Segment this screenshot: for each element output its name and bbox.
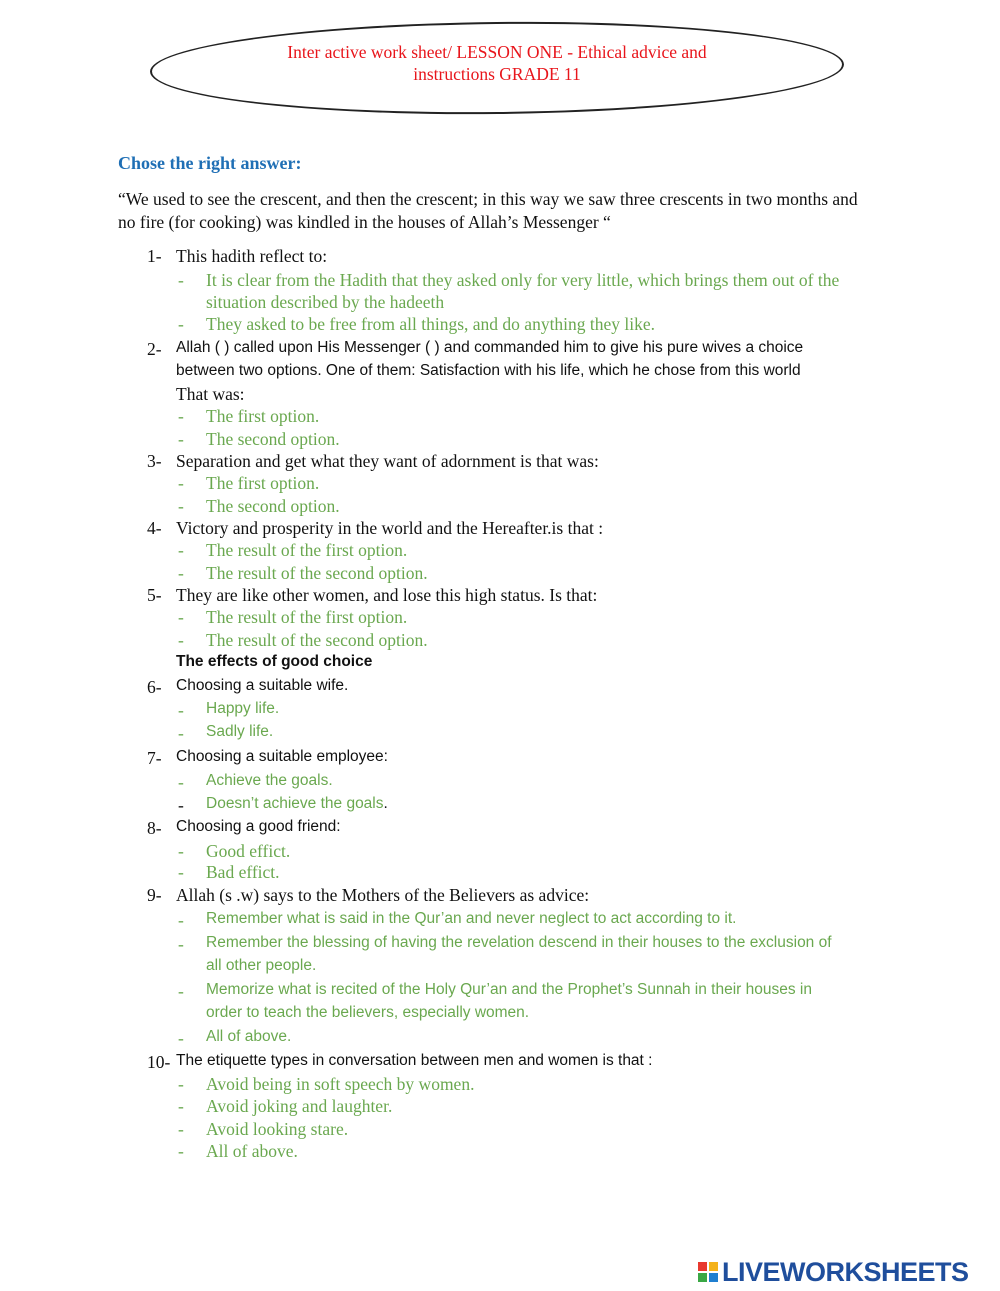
option-text: Happy life. [206, 700, 280, 717]
question-number: 5- [147, 585, 162, 605]
question-text: between two options. One of them: Satisfaction with his life, which he chose from this world [176, 362, 801, 379]
question-number: 7- [147, 748, 162, 768]
question-text: They are like other women, and lose this high status. Is that: [176, 585, 598, 605]
question-number: 4- [147, 518, 162, 538]
dash-bullet: - [178, 496, 184, 516]
option-text: The result of the second option. [206, 630, 428, 650]
dash-bullet: - [178, 1074, 184, 1094]
dash-bullet: - [178, 910, 184, 930]
question-number: 1- [147, 246, 162, 266]
worksheet-title-line1: Inter active work sheet/ LESSON ONE - Ethical advice and [287, 42, 707, 62]
dash-bullet: - [178, 1096, 184, 1116]
logo-blocks-icon [698, 1262, 718, 1282]
question-text: Choosing a suitable employee: [176, 748, 388, 765]
option-text: The result of the first option. [206, 540, 408, 560]
dash-bullet: - [178, 1028, 184, 1048]
option-text [206, 795, 388, 813]
dash-bullet: - [178, 314, 184, 334]
question-number: 9- [147, 885, 162, 905]
dash-bullet: - [178, 981, 184, 1001]
option-text: They asked to be free from all things, and do anything they like. [206, 314, 656, 334]
question-text: Allah (s .w) says to the Mothers of the Believers as advice: [176, 885, 590, 905]
option-text: The second option. [206, 429, 340, 449]
option-text: Avoid being in soft speech by women. [206, 1074, 475, 1094]
dash-bullet: - [178, 1119, 184, 1139]
dash-bullet: - [178, 429, 184, 449]
dash-bullet: - [178, 473, 184, 493]
worksheet-title [150, 41, 844, 85]
question-text: This hadith reflect to: [176, 246, 328, 266]
logo-block-yellow [709, 1262, 718, 1271]
option-text: all other people. [206, 957, 317, 974]
worksheet-title-line2: instructions GRADE 11 [413, 64, 581, 84]
dash-bullet: - [178, 700, 184, 720]
option-text: Remember what is said in the Qur’an and never neglect to act according to it. [206, 910, 737, 927]
dash-bullet: - [178, 772, 184, 792]
logo-block-red [698, 1262, 707, 1271]
option-text: order to teach the believers, especially women. [206, 1004, 530, 1021]
liveworksheets-logo[interactable] [698, 1257, 969, 1287]
question-number: 10- [147, 1052, 171, 1072]
dash-bullet: - [178, 406, 184, 426]
question-text: Choosing a good friend: [176, 818, 341, 835]
option-text: Bad effict. [206, 862, 280, 882]
logo-text: LIVEWORKSHEETS [722, 1256, 969, 1287]
question-number: 2- [147, 339, 162, 359]
question-text: Victory and prosperity in the world and the Hereafter.is that : [176, 518, 604, 538]
question-number: 6- [147, 677, 162, 697]
logo-block-blue [709, 1273, 718, 1282]
option-text: The first option. [206, 406, 320, 426]
dash-bullet: - [178, 1141, 184, 1161]
dash-bullet: - [178, 540, 184, 560]
option-text: The second option. [206, 496, 340, 516]
option-text: The result of the second option. [206, 563, 428, 583]
dash-bullet: - [178, 934, 184, 954]
option-period: . [383, 795, 388, 812]
option-text: All of above. [206, 1141, 298, 1161]
option-text: Sadly life. [206, 723, 274, 740]
dash-bullet: - [178, 795, 184, 815]
option-text: Avoid joking and laughter. [206, 1096, 393, 1116]
logo-block-green [698, 1273, 707, 1282]
option-text: The result of the first option. [206, 607, 408, 627]
option-text: Memorize what is recited of the Holy Qur’an and the Prophet’s Sunnah in their houses in [206, 981, 812, 998]
question-text: Allah ( ) called upon His Messenger ( ) and commanded him to give his pure wives a choice [176, 339, 804, 356]
option-text-main: Doesn’t achieve the goals [206, 795, 384, 812]
option-text: Good effict. [206, 841, 291, 861]
option-text: situation described by the hadeeth [206, 292, 445, 312]
dash-bullet: - [178, 563, 184, 583]
dash-bullet: - [178, 607, 184, 627]
option-text: All of above. [206, 1028, 292, 1045]
question-text: That was: [176, 384, 245, 404]
option-text: Avoid looking stare. [206, 1119, 349, 1139]
question-number: 8- [147, 818, 162, 838]
dash-bullet: - [178, 723, 184, 743]
instruction-heading: Chose the right answer: [118, 153, 302, 173]
option-text: Remember the blessing of having the revelation descend in their houses to the exclusion of [206, 934, 832, 951]
option-text: Achieve the goals. [206, 772, 333, 789]
option-text: The first option. [206, 473, 320, 493]
dash-bullet: - [178, 862, 184, 882]
option-text: It is clear from the Hadith that they asked only for very little, which brings them out of the [206, 270, 840, 290]
section-heading: The effects of good choice [176, 653, 373, 670]
question-text: Choosing a suitable wife. [176, 677, 349, 694]
question-text: Separation and get what they want of adornment is that was: [176, 451, 599, 471]
dash-bullet: - [178, 841, 184, 861]
hadith-quote: “We used to see the crescent, and then the crescent; in this way we saw three crescents in two months and no fire (for cooking) was kindled in the houses of Allah’s Messenger “ [118, 189, 858, 232]
question-text: The etiquette types in conversation between men and women is that : [176, 1052, 653, 1069]
dash-bullet: - [178, 630, 184, 650]
question-number: 3- [147, 451, 162, 471]
dash-bullet: - [178, 270, 184, 290]
